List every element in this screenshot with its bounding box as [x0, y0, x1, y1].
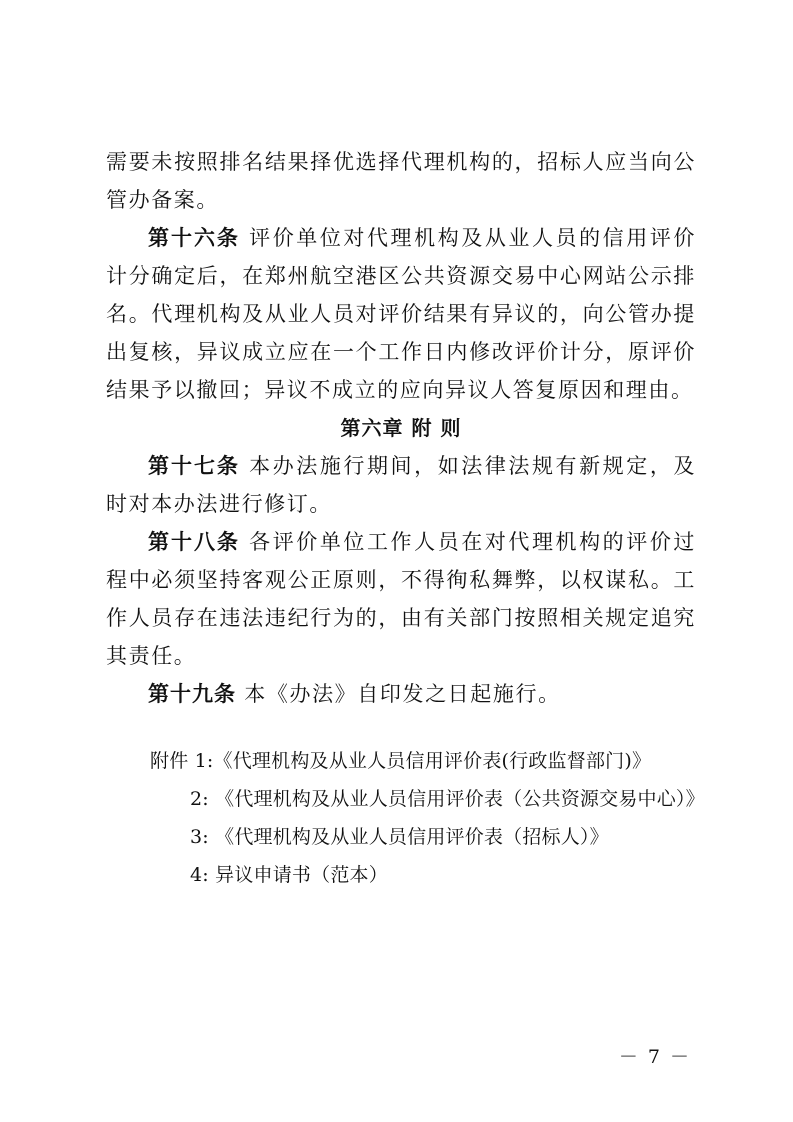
attachment-item-4: 4: 异议申请书（范本）	[190, 864, 388, 886]
attachments-list	[150, 742, 710, 894]
article-17-text: 本办法施行期间，如法律法规有新规定，及时对本办法进行修订。	[106, 454, 696, 516]
intro-paragraph: 需要未按照排名结果择优选择代理机构的，招标人应当向公管办备案。	[106, 150, 696, 212]
article-19-paragraph	[106, 675, 696, 713]
article-16-text: 评价单位对代理机构及从业人员的信用评价计分确定后，在郑州航空港区公共资源交易中心网站公示排名。代理机构及从业人员对评价结果有异议的，向公管办提出复核，异议成立应在一个工作日内修改评价计分，原评价结果予以撤回；异议不成立的应向异议人答复原因和理由。	[106, 226, 696, 402]
chapter-6-title: 第六章 附 则	[340, 416, 462, 440]
article-18-paragraph	[106, 523, 696, 675]
article-16-paragraph	[106, 219, 696, 409]
article-16-heading: 第十六条	[148, 226, 240, 250]
article-17-heading: 第十七条	[148, 454, 240, 478]
document-body	[106, 143, 696, 713]
attachment-item-1: 附件 1:《代理机构及从业人员信用评价表(行政监督部门)》	[150, 750, 652, 772]
article-18-text: 各评价单位工作人员在对代理机构的评价过程中必须坚持客观公正原则，不得徇私舞弊，以权谋私。工作人员存在违法违纪行为的，由有关部门按照相关规定追究其责任。	[106, 530, 696, 668]
article-18-heading: 第十八条	[148, 530, 240, 554]
article-19-text: 本《办法》自印发之日起施行。	[236, 682, 561, 706]
attachment-item-2: 2: 《代理机构及从业人员信用评价表（公共资源交易中心）》	[190, 788, 705, 810]
article-19-heading: 第十九条	[148, 682, 236, 706]
page-number: － 7 －	[618, 1046, 691, 1068]
article-17-paragraph	[106, 447, 696, 523]
attachment-item-3: 3: 《代理机构及从业人员信用评价表（招标人）》	[190, 826, 609, 848]
